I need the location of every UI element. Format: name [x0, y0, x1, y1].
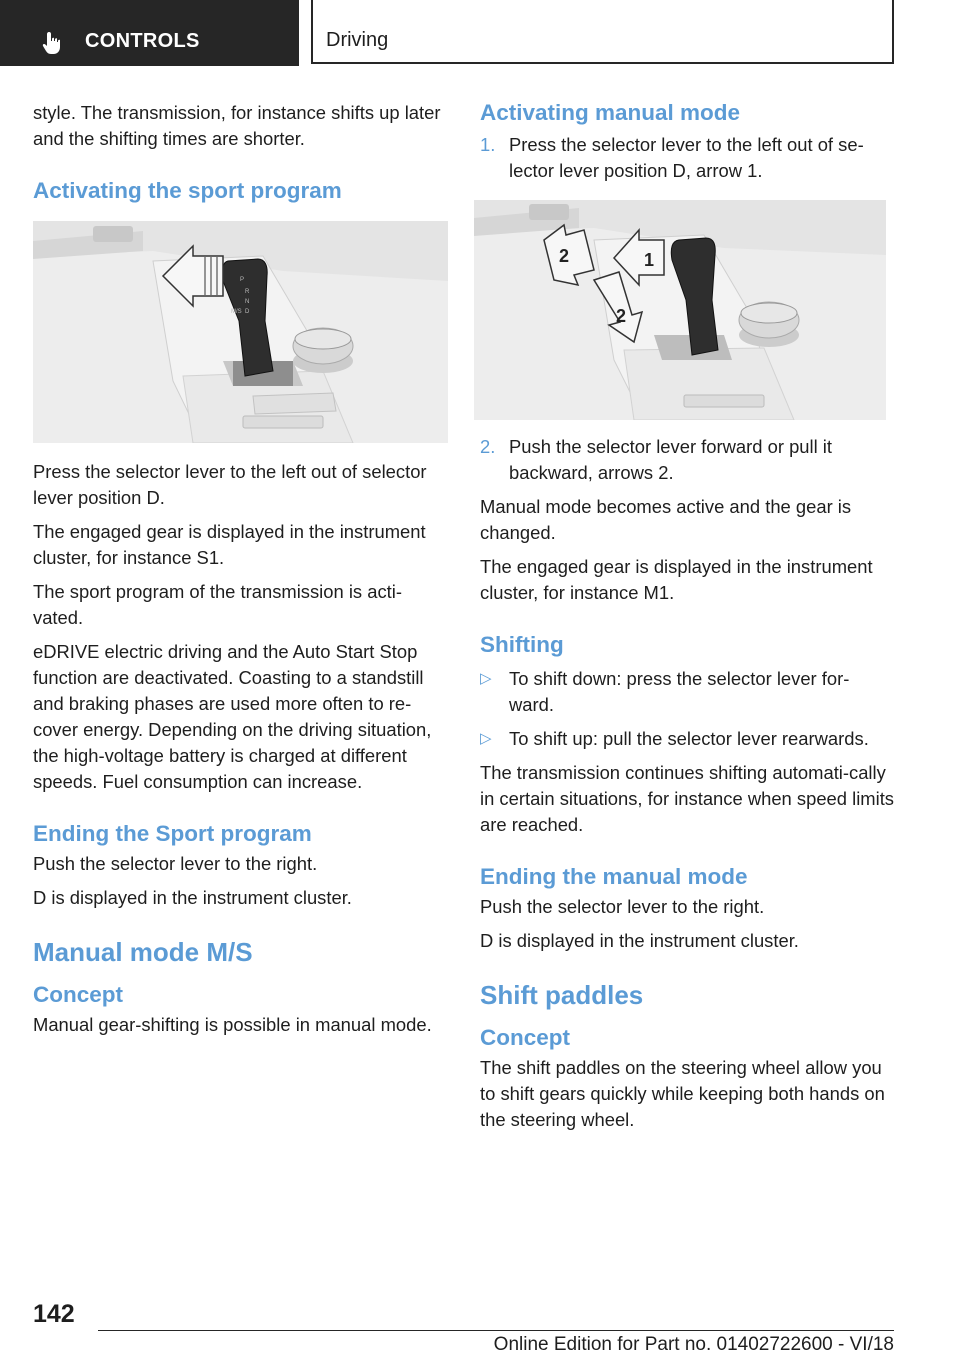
- sport-paragraph-2: The engaged gear is displayed in the instrument cluster, for instance S1.: [33, 521, 426, 568]
- footer-edition: Online Edition for Part no. 01402722600 - VI/18: [493, 1334, 894, 1355]
- end-manual-paragraph-2: D is displayed in the instrument cluster.: [480, 930, 799, 951]
- section-tab[interactable]: [0, 0, 299, 66]
- bullet-shift-up-text: To shift up: pull the selector lever rearwards.: [509, 728, 869, 749]
- lever-label-d: D: [245, 309, 250, 315]
- hand-pointer-icon: [40, 30, 66, 56]
- manual-active-paragraph: Manual mode becomes active and the gear is changed.: [480, 496, 852, 543]
- concept-paragraph: Manual gear-shifting is possible in manual mode.: [33, 1014, 432, 1035]
- lever-label-n: N: [245, 299, 250, 305]
- paddles-paragraph: The shift paddles on the steering wheel allow you to shift gears quickly while keeping both hands on the steering wheel.: [480, 1057, 885, 1130]
- triangle-bullet-icon: ▷: [480, 670, 492, 687]
- heading-shift-paddles: Shift paddles: [480, 980, 644, 1010]
- arrow-2-up-label: 2: [559, 246, 570, 266]
- sport-paragraph-4: eDRIVE electric driving and the Auto Start Stop function are deactivated. Coasting to a standstill and braking phases are used more often to re-cover energy. Depending on the driving situation, the high-voltage battery is charged at different speeds. Fuel consumption can increase.: [33, 641, 432, 792]
- step-1: [480, 132, 894, 184]
- footer-rule: [98, 1330, 894, 1331]
- end-sport-paragraph-2: D is displayed in the instrument cluster.: [33, 887, 352, 908]
- step-2-number: 2.: [480, 436, 496, 457]
- step-1-number: 1.: [480, 134, 496, 155]
- heading-concept: Concept: [33, 982, 123, 1007]
- page-number: 142: [33, 1300, 75, 1328]
- lever-label-r: R: [245, 289, 250, 295]
- arrow-2-down-label: 2: [616, 306, 627, 326]
- arrow-1-label: 1: [644, 250, 655, 270]
- lever-label-p: P: [240, 277, 245, 283]
- end-manual-paragraph-1: Push the selector lever to the right.: [480, 896, 765, 917]
- step-1-text: Press the selector lever to the left out of se-lector lever position D, arrow 1.: [509, 134, 864, 181]
- triangle-bullet-icon: ▷: [480, 730, 492, 747]
- bullet-shift-down: [480, 666, 894, 718]
- manual-gear-paragraph: The engaged gear is displayed in the instrument cluster, for instance M1.: [480, 556, 873, 603]
- step-2-text: Push the selector lever forward or pull it backward, arrows 2.: [509, 436, 833, 483]
- heading-activating-manual: Activating manual mode: [480, 100, 741, 125]
- heading-ending-sport: Ending the Sport program: [33, 821, 312, 846]
- chapter-header: [311, 0, 894, 64]
- chapter-label: Driving: [326, 29, 389, 51]
- end-sport-paragraph-1: Push the selector lever to the right.: [33, 853, 318, 874]
- sport-paragraph-3: The sport program of the transmission is acti-vated.: [33, 581, 402, 628]
- sport-paragraph-1: Press the selector lever to the left out of selector lever position D.: [33, 461, 427, 508]
- right-column: [480, 100, 894, 1141]
- bullet-shift-up: [480, 726, 894, 752]
- heading-shifting: Shifting: [480, 632, 564, 657]
- heading-activating-sport: Activating the sport program: [33, 178, 342, 203]
- figure-selector-lever-sport: [33, 221, 448, 443]
- auto-shift-paragraph: The transmission continues shifting automati-cally in certain situations, for instance when speed limits are reached.: [480, 762, 894, 835]
- heading-manual-mode: Manual mode M/S: [33, 937, 253, 967]
- intro-paragraph: style. The transmission, for instance shifts up later and the shifting times are shorter.: [33, 102, 441, 149]
- heading-concept-paddles: Concept: [480, 1025, 570, 1050]
- bullet-shift-down-text: To shift down: press the selector lever for-ward.: [509, 668, 850, 715]
- lever-label-ms: M/S: [231, 309, 242, 315]
- section-label: CONTROLS: [85, 30, 200, 52]
- step-2: [480, 434, 894, 486]
- left-column: [33, 100, 451, 1046]
- figure-selector-lever-manual: [474, 200, 886, 420]
- heading-ending-manual: Ending the manual mode: [480, 864, 748, 889]
